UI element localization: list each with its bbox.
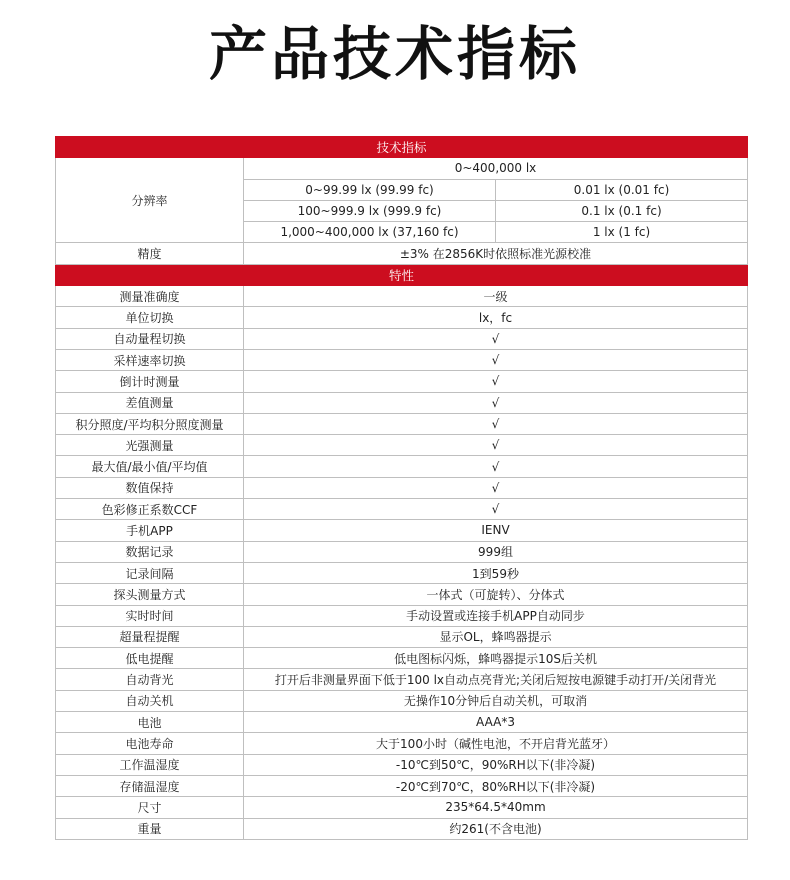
feature-label: 电池 <box>56 712 244 733</box>
table-row <box>56 435 748 456</box>
feature-value: -20℃到70℃，80%RH以下(非冷凝) <box>244 775 748 796</box>
feature-label: 光强测量 <box>56 435 244 456</box>
feature-value: 打开后非测量界面下低于100 lx自动点亮背光;关闭后短按电源键手动打开/关闭背光 <box>244 669 748 690</box>
feature-label: 超量程提醒 <box>56 626 244 647</box>
resolution-range-cell: 1,000~400,000 lx (37,160 fc) <box>244 222 496 243</box>
feature-value: AAA*3 <box>244 712 748 733</box>
table-row <box>56 712 748 733</box>
feature-label: 电池寿命 <box>56 733 244 754</box>
resolution-value-cell: 0.01 lx (0.01 fc) <box>496 179 748 200</box>
feature-label: 数值保持 <box>56 477 244 498</box>
table-row <box>56 797 748 818</box>
resolution-label: 分辨率 <box>56 158 244 243</box>
section-header-tech <box>56 137 748 158</box>
table-row <box>56 499 748 520</box>
feature-value: 低电图标闪烁，蜂鸣器提示10S后关机 <box>244 648 748 669</box>
table-row <box>56 669 748 690</box>
feature-value: 显示OL，蜂鸣器提示 <box>244 626 748 647</box>
feature-label: 记录间隔 <box>56 562 244 583</box>
feature-label: 色彩修正系数CCF <box>56 499 244 520</box>
feature-value: IENV <box>244 520 748 541</box>
feature-label: 倒计时测量 <box>56 371 244 392</box>
feature-label: 单位切换 <box>56 307 244 328</box>
feature-value: √ <box>244 499 748 520</box>
feature-value: 235*64.5*40mm <box>244 797 748 818</box>
feature-label: 数据记录 <box>56 541 244 562</box>
feature-value: √ <box>244 328 748 349</box>
table-row <box>56 286 748 307</box>
spec-table <box>55 136 748 840</box>
accuracy-value: ±3% 在2856K时依照标准光源校准 <box>244 243 748 264</box>
feature-label: 重量 <box>56 818 244 839</box>
feature-label: 积分照度/平均积分照度测量 <box>56 413 244 434</box>
feature-label: 尺寸 <box>56 797 244 818</box>
feature-value: 约261(不含电池) <box>244 818 748 839</box>
feature-value: 大于100小时（碱性电池，不开启背光蓝牙） <box>244 733 748 754</box>
table-row <box>56 754 748 775</box>
accuracy-label: 精度 <box>56 243 244 264</box>
table-row <box>56 371 748 392</box>
table-row <box>56 584 748 605</box>
feature-value: 1到59秒 <box>244 562 748 583</box>
table-row <box>56 541 748 562</box>
resolution-value-cell: 0.1 lx (0.1 fc) <box>496 200 748 221</box>
feature-value: -10℃到50℃，90%RH以下(非冷凝) <box>244 754 748 775</box>
feature-value: √ <box>244 371 748 392</box>
table-row <box>56 307 748 328</box>
table-row <box>56 520 748 541</box>
table-row <box>56 562 748 583</box>
feature-label: 自动关机 <box>56 690 244 711</box>
feature-label: 采样速率切换 <box>56 349 244 370</box>
resolution-range-cell: 0~99.99 lx (99.99 fc) <box>244 179 496 200</box>
table-row <box>56 648 748 669</box>
feature-value: √ <box>244 435 748 456</box>
table-row <box>56 392 748 413</box>
resolution-range-cell: 100~999.9 lx (999.9 fc) <box>244 200 496 221</box>
feature-value: √ <box>244 349 748 370</box>
feature-value: √ <box>244 477 748 498</box>
table-row <box>56 818 748 839</box>
table-row <box>56 456 748 477</box>
section-header-features <box>56 264 748 285</box>
table-row <box>56 775 748 796</box>
table-row <box>56 690 748 711</box>
table-row <box>56 413 748 434</box>
feature-label: 自动量程切换 <box>56 328 244 349</box>
feature-label: 低电提醒 <box>56 648 244 669</box>
feature-label: 实时时间 <box>56 605 244 626</box>
feature-value: 999组 <box>244 541 748 562</box>
feature-value: 无操作10分钟后自动关机，可取消 <box>244 690 748 711</box>
range-value: 0~400,000 lx <box>244 158 748 179</box>
section-header-label: 特性 <box>56 264 748 285</box>
page-title: 产品技术指标 <box>208 20 581 88</box>
feature-value: √ <box>244 456 748 477</box>
table-row <box>56 477 748 498</box>
table-row <box>56 605 748 626</box>
table-row <box>56 243 748 264</box>
table-row <box>56 733 748 754</box>
feature-label: 工作温湿度 <box>56 754 244 775</box>
feature-value: 一级 <box>244 286 748 307</box>
feature-label: 自动背光 <box>56 669 244 690</box>
table-row <box>56 626 748 647</box>
feature-value: lx，fc <box>244 307 748 328</box>
feature-label: 手机APP <box>56 520 244 541</box>
table-row <box>56 349 748 370</box>
feature-label: 差值测量 <box>56 392 244 413</box>
feature-value: √ <box>244 413 748 434</box>
feature-label: 最大值/最小值/平均值 <box>56 456 244 477</box>
section-header-label: 技术指标 <box>56 137 748 158</box>
feature-value: 手动设置或连接手机APP自动同步 <box>244 605 748 626</box>
feature-value: √ <box>244 392 748 413</box>
feature-label: 探头测量方式 <box>56 584 244 605</box>
table-row <box>56 328 748 349</box>
feature-label: 存储温湿度 <box>56 775 244 796</box>
feature-value: 一体式（可旋转）、分体式 <box>244 584 748 605</box>
resolution-value-cell: 1 lx (1 fc) <box>496 222 748 243</box>
feature-label: 测量准确度 <box>56 286 244 307</box>
table-row <box>56 158 748 179</box>
